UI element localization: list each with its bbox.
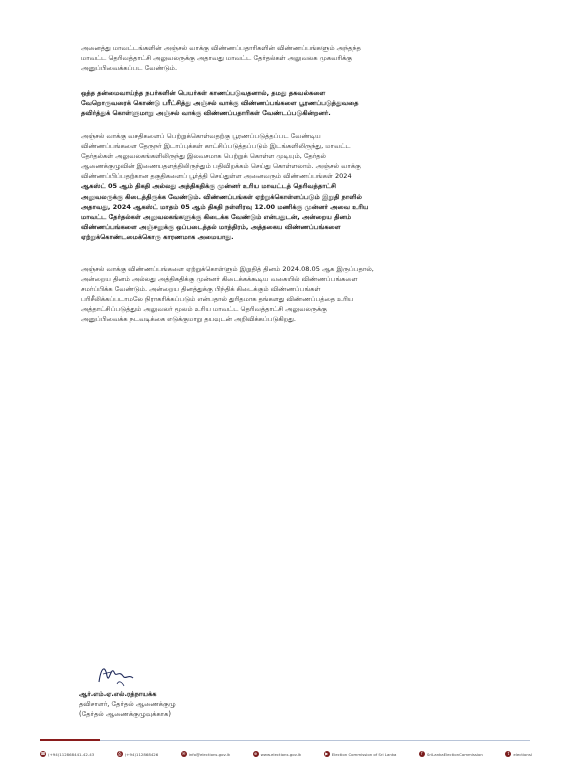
text-line: வேறொருவரைக் கொண்டு பரீட்சித்து அஞ்சல் வாக்கு விண்ணப்பங்களை பூரணப்படுத்துவதை [81, 99, 359, 108]
signatory-authority: (தேர்தல் ஆணைக்குழுவுக்காக) [79, 710, 171, 719]
paragraph-4 [81, 264, 497, 325]
text-line: மாவட்ட தெரிவத்தாட்சி அலுவலருக்கு அதாவது மாவட்ட தேர்தல்கள் அலுவலக முகவரிக்கு [81, 54, 353, 63]
twitter-icon: t [505, 751, 511, 757]
signatory-title: தவிசாளர், தேர்தல் ஆணைக்குழு [79, 700, 176, 709]
text-line: அஞ்சல் வாக்கு விண்ணப்பங்களை ஏற்றுக்கொள்ளும் இறுதித் தினம் 2024.08.05 ஆக இருப்பதால், [81, 265, 374, 273]
footer-item-email[interactable] [181, 751, 230, 757]
footer-accent-bar [40, 739, 100, 741]
paragraph-2 [81, 88, 497, 118]
text-line: அத்தாட்சிப்படுத்தும் அலுவலர் மூலம் உரிய மாவட்ட தெரிவத்தாட்சி அலுவலருக்கு [81, 305, 327, 314]
footer-text: SriLankaElectionCommission [426, 751, 483, 757]
text-line: அனுப்பிவைக்க நடவடிக்கை எடுக்குமாறு தயவுடன் அறிவிக்கப்படுகிறது. [81, 315, 297, 324]
footer-item-youtube[interactable] [324, 751, 397, 757]
text-line: விண்ணப்பிப்பதற்கான தகுதிகளைப் பூர்த்தி செய்துள்ள அனைவரும் விண்ணப்பங்கள் 2024 [81, 172, 352, 181]
signatory-name: ஆர்.எம்.ஏ.எல்.ரத்நாயக்க [79, 690, 157, 698]
text-line: ஆணைக்குழுவின் இணையதளத்திலிருந்தும் பதிவிறக்கம் செய்து கொள்ளலாம். அஞ்சல் வாக்கு [81, 162, 361, 171]
text-line: அஞ்சல் வாக்கு வசதிகளைப் பெற்றுக்கொள்வதற்கு பூரணப்படுத்தப்பட வேண்டிய [81, 132, 321, 140]
paragraph-1 [81, 43, 497, 73]
text-line: அலுவலருக்கு கிடைத்திருக்க வேண்டும். விண்ணப்பங்கள் ஏற்றுக்கொள்ளப்படும் இறுதி நாளில் [81, 192, 362, 201]
text-line: விண்ணப்பங்களை அஞ்சலுக்கு ஒப்படைத்தல் மாத்திரம், அத்தகைய விண்ணப்பங்களை [81, 222, 341, 231]
footer-item-fax[interactable] [117, 751, 159, 757]
footer-item-facebook[interactable] [419, 751, 483, 757]
text-line: அதாவது, 2024 ஆகஸ்ட் மாதம் 05 ஆம் திகதி நள்ளிரவு 12.00 மணிக்கு முன்னர் அவை உரிய [81, 202, 369, 211]
footer-item-web[interactable] [253, 751, 302, 757]
text-line: ஒத்த தன்மைவாய்ந்த நபர்களின் பெயர்கள் காணப்படுவதனால், தமது தகவல்களை [81, 89, 326, 97]
footer-text: electionsl [513, 751, 532, 757]
text-line: தவிர்த்துக் கொள்ளுமாறு அஞ்சல் வாக்கு விண்ணப்பதாரிகள் வேண்டப்படுகின்றனர். [81, 109, 331, 118]
youtube-icon: ▶ [325, 751, 329, 756]
signature-block [79, 689, 176, 720]
text-line: ஆகஸ்ட் 05 ஆம் திகதி அல்லது அத்திகதிக்கு முன்னர் உரிய மாவட்டத் தெரிவத்தாட்சி [81, 182, 336, 191]
text-line: விண்ணப்பங்களை தேருநர் இடாப்புக்கள் காட்சிப்படுத்தப்படும் இடங்களிலிருந்து, மாவட்ட [81, 142, 351, 151]
text-line: அனுப்பிவைக்கப்பட வேண்டும். [81, 64, 178, 73]
footer-text: www.elections.gov.lk [260, 751, 302, 757]
text-line: தேர்தல்கள் அலுவலகங்களிலிருந்து இலவசமாக பெற்றுக் கொள்ள முடியும், தேர்தல் [81, 152, 326, 161]
fax-icon: ⎙ [118, 751, 122, 756]
footer-text: (+94)112868441-42-43 [48, 751, 95, 757]
handwritten-signature [89, 658, 145, 690]
footer-text: Election Commission of Sri Lanka [331, 751, 397, 757]
text-line: பரிசீலிக்கப்படாமலே நிராகரிக்கப்படும் என்பதால் துரிதமாக தங்களது விண்ணப்பத்தை உரிய [81, 295, 354, 304]
footer-contacts [40, 747, 532, 761]
text-line: அனைத்து மாவட்டங்களின் அஞ்சல் வாக்கு விண்ணப்பதாரிகளின் விண்ணப்பங்களும் அந்தந்த [81, 44, 361, 52]
footer-text: (+94)112868426 [124, 751, 159, 757]
text-line: சமர்ப்பிக்க வேண்டும். அன்றைய தினத்துக்கு பிந்திக் கிடைக்கும் விண்ணப்பங்கள் [81, 285, 321, 294]
text-line: ஏற்றுக்கொண்டமைக்கொரு காரணமாக அமையாது. [81, 232, 234, 241]
web-icon: ⊕ [253, 751, 258, 756]
text-line: மாவட்ட தேர்தல்கள் அலுவலகங்களுக்கு கிடைக்க வேண்டும் என்பதுடன், அன்றைய தினம் [81, 212, 352, 221]
footer-item-phone[interactable] [40, 751, 94, 757]
paragraph-3 [81, 131, 497, 242]
facebook-icon: f [419, 751, 425, 757]
phone-icon: ☎ [40, 751, 46, 756]
text-line: அன்றைய தினம் அல்லது அத்திகதிக்கு முன்னர் கிடைக்கக்கூடிய வகையில் விண்ணப்பங்களை [81, 275, 358, 284]
footer-item-twitter[interactable] [505, 751, 532, 757]
footer-divider [40, 740, 530, 741]
footer-text: info@elections.gov.lk [188, 751, 231, 757]
email-icon: ✉ [182, 751, 186, 756]
